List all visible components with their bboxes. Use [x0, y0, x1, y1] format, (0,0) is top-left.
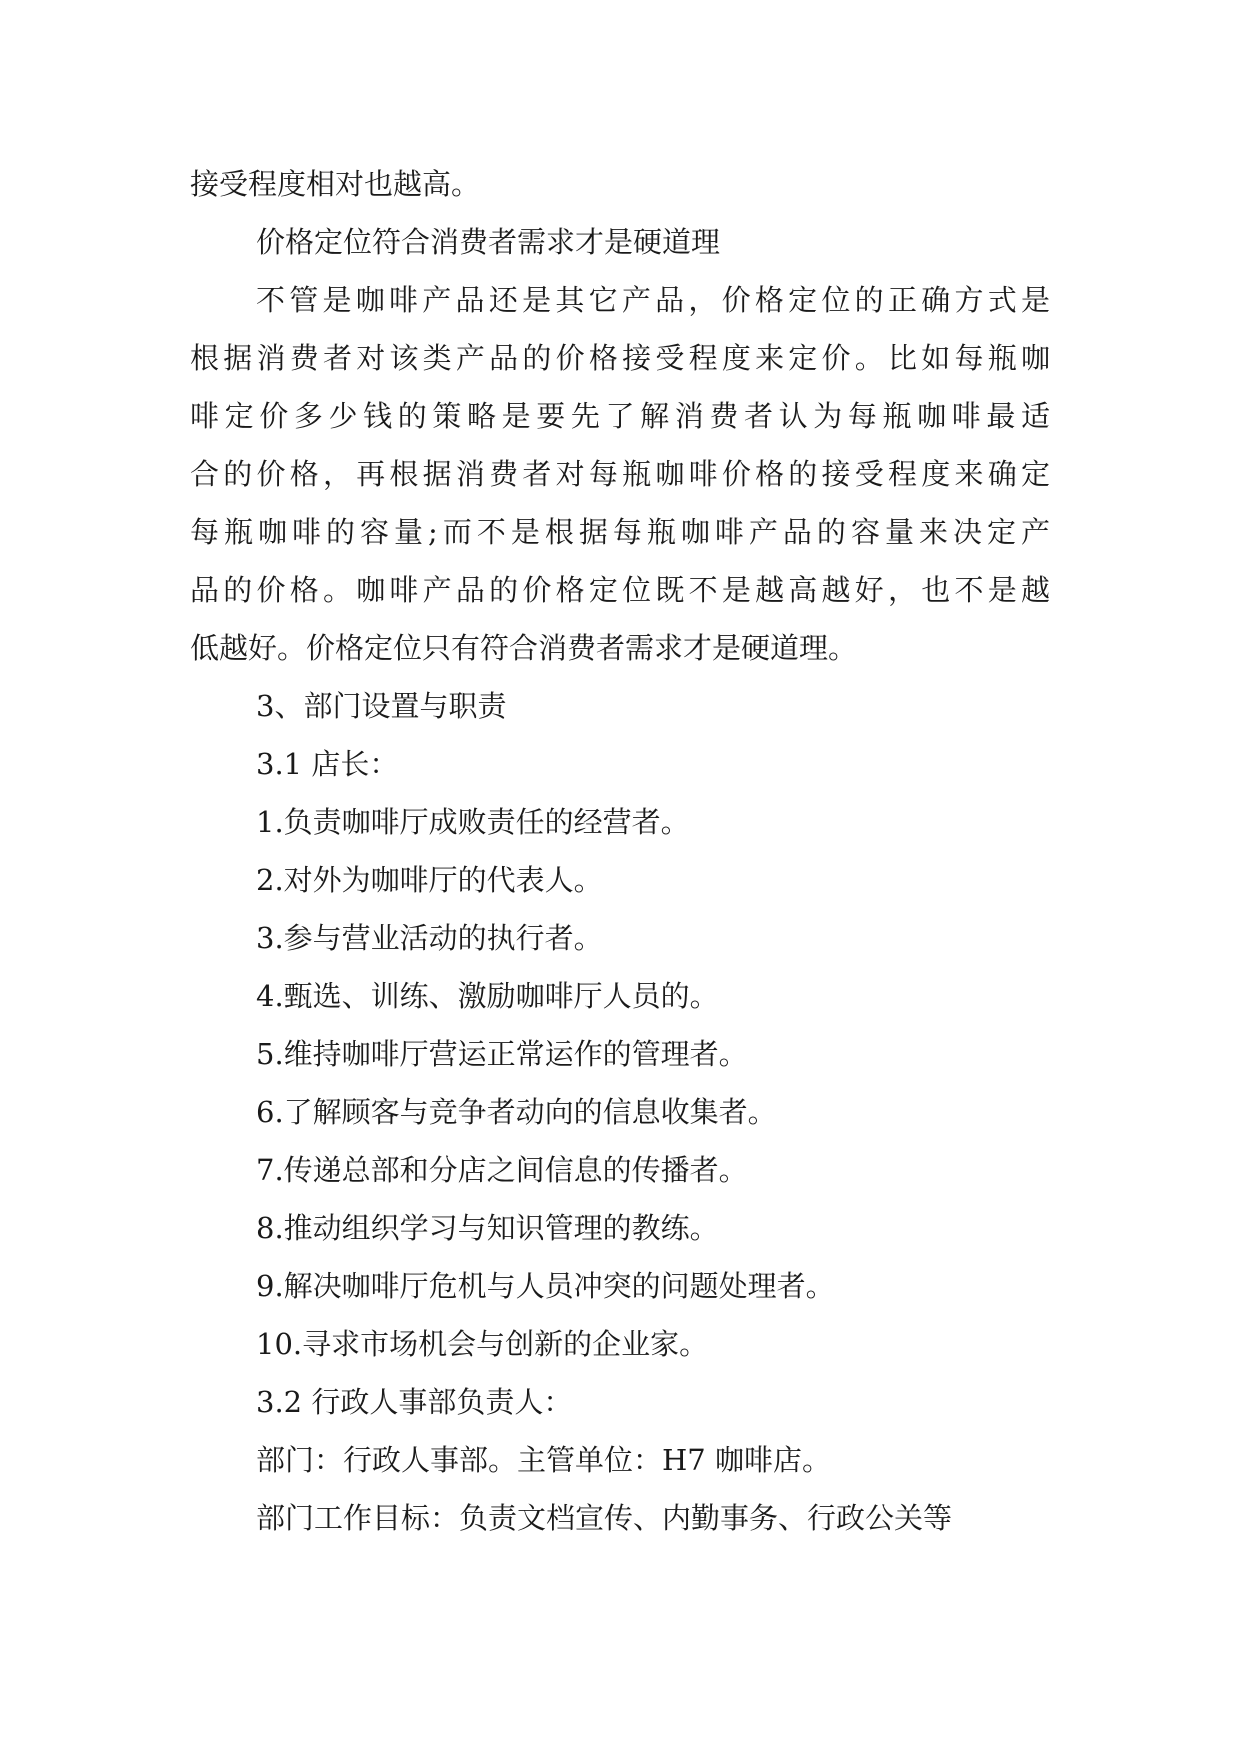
list-item: 2.对外为咖啡厅的代表人。 — [256, 863, 603, 897]
list-item: 9.解决咖啡厅危机与人员冲突的问题处理者。 — [256, 1269, 835, 1303]
list-item: 3.参与营业活动的执行者。 — [256, 921, 603, 955]
paragraph-line: 低越好。价格定位只有符合消费者需求才是硬道理。 — [190, 631, 858, 665]
paragraph-line: 每瓶咖啡的容量;而不是根据每瓶咖啡产品的容量来决定产 — [190, 515, 1050, 549]
list-item: 10.寻求市场机会与创新的企业家。 — [256, 1327, 709, 1361]
paragraph-price-positioning — [190, 271, 1050, 677]
list-item: 6.了解顾客与竞争者动向的信息收集者。 — [256, 1095, 777, 1129]
subheading-price-positioning: 价格定位符合消费者需求才是硬道理 — [256, 225, 721, 259]
paragraph-line: 品的价格。咖啡产品的价格定位既不是越高越好，也不是越 — [190, 573, 1050, 607]
paragraph-line: 合的价格，再根据消费者对每瓶咖啡价格的接受程度来确定 — [190, 457, 1050, 491]
section-heading-store-manager: 3.1 店长： — [256, 747, 399, 781]
manager-duties-list — [190, 793, 1050, 1373]
paragraph-line: 根据消费者对该类产品的价格接受程度来定价。比如每瓶咖 — [190, 341, 1050, 375]
paragraph-line: 啡定价多少钱的策略是要先了解消费者认为每瓶咖啡最适 — [190, 399, 1050, 433]
list-item: 7.传递总部和分店之间信息的传播者。 — [256, 1153, 748, 1187]
department-info-line: 部门：行政人事部。主管单位：H7 咖啡店。 — [256, 1443, 831, 1477]
paragraph-line: 不管是咖啡产品还是其它产品，价格定位的正确方式是 — [256, 283, 1050, 317]
list-item: 8.推动组织学习与知识管理的教练。 — [256, 1211, 719, 1245]
list-item: 5.维持咖啡厅营运正常运作的管理者。 — [256, 1037, 748, 1071]
list-item: 4.甄选、训练、激励咖啡厅人员的。 — [256, 979, 719, 1013]
department-goal-line: 部门工作目标：负责文档宣传、内勤事务、行政公关等 — [256, 1501, 953, 1535]
section-heading-departments: 3、部门设置与职责 — [256, 689, 507, 723]
document-body — [190, 155, 1050, 1547]
paragraph-tail: 接受程度相对也越高。 — [190, 167, 481, 201]
section-heading-admin-hr: 3.2 行政人事部负责人： — [256, 1385, 573, 1419]
list-item: 1.负责咖啡厅成败责任的经营者。 — [256, 805, 690, 839]
